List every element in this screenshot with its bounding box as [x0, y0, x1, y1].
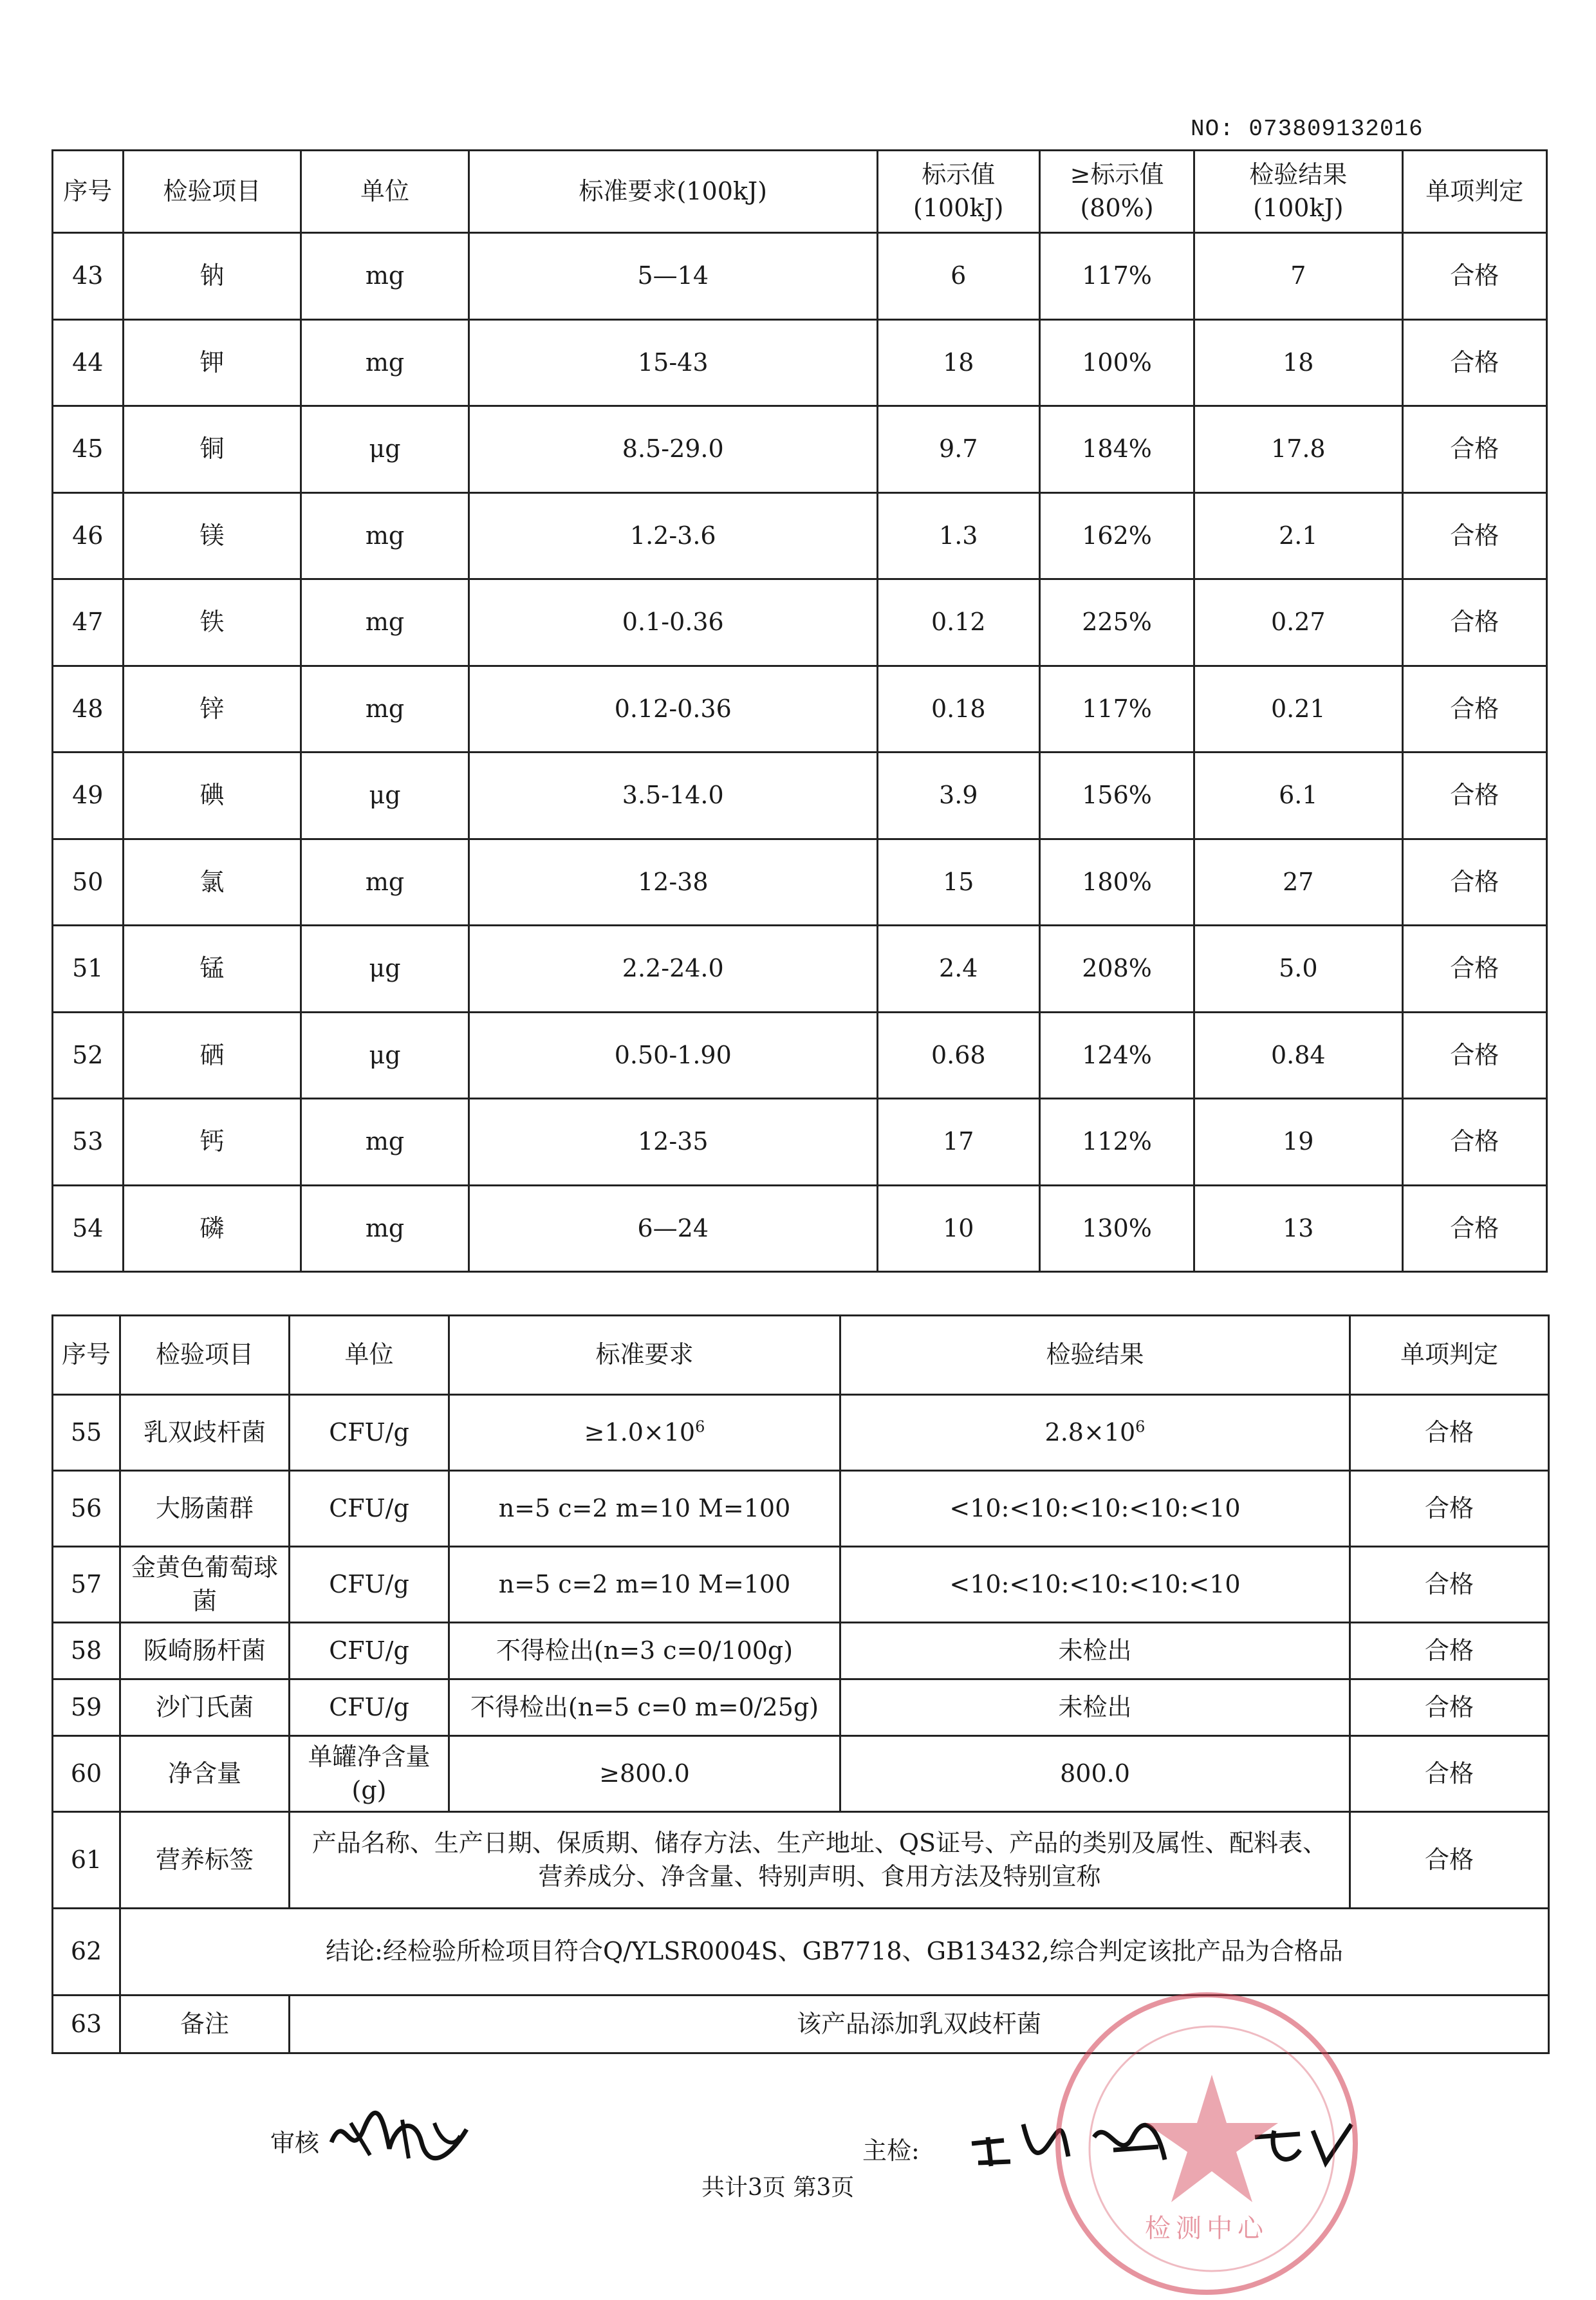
row-seq: 50: [53, 839, 124, 926]
row-judgement: 合格: [1402, 1185, 1546, 1272]
row-standard: ≥800.0: [449, 1736, 840, 1812]
header-result: 检验结果 (100kJ): [1194, 151, 1403, 233]
table-row: [53, 1471, 1549, 1547]
row-seq: 56: [53, 1471, 120, 1547]
row-judgement: 合格: [1350, 1736, 1549, 1812]
row-result: 未检出: [840, 1623, 1350, 1679]
row-unit: μg: [301, 753, 469, 839]
row-percent: 184%: [1040, 406, 1194, 493]
table-row: [53, 926, 1547, 1013]
nutrient-header-row: [53, 151, 1547, 233]
header-item: 检验项目: [123, 151, 301, 233]
table-row: [53, 1736, 1549, 1812]
row-percent: 117%: [1040, 666, 1194, 753]
table-row: [53, 753, 1547, 839]
row-standard: 5—14: [469, 233, 878, 320]
table-row: [53, 1812, 1549, 1909]
row-item: 钾: [123, 319, 301, 406]
remark-label: 备注: [120, 1996, 290, 2053]
row-unit: CFU/g: [290, 1547, 449, 1623]
table-row: [53, 1099, 1547, 1186]
micro-table: [51, 1314, 1550, 2054]
row-unit: mg: [301, 233, 469, 320]
row-standard: n=5 c=2 m=10 M=100: [449, 1471, 840, 1547]
row-result: 5.0: [1194, 926, 1403, 1013]
row-seq: 44: [53, 319, 124, 406]
header-judgement: 单项判定: [1402, 151, 1546, 233]
row-percent: 156%: [1040, 753, 1194, 839]
row-item: 金黄色葡萄球菌: [120, 1547, 290, 1623]
row-unit: mg: [301, 579, 469, 666]
row-label-value: 0.68: [877, 1012, 1040, 1099]
row-unit: μg: [301, 1012, 469, 1099]
header-percent: ≥标示值 (80%): [1040, 151, 1194, 233]
row-seq: 57: [53, 1547, 120, 1623]
row-item: 锰: [123, 926, 301, 1013]
row-seq: 46: [53, 492, 124, 579]
report-number: NO: 073809132016: [1191, 116, 1424, 142]
row-label-value: 3.9: [877, 753, 1040, 839]
inspection-seal: [1055, 1992, 1358, 2295]
row-item: 碘: [123, 753, 301, 839]
row-standard: 15-43: [469, 319, 878, 406]
row-judgement: 合格: [1402, 1099, 1546, 1186]
row-item: 净含量: [120, 1736, 290, 1812]
row-unit: 单罐净含量(g): [290, 1736, 449, 1812]
row-unit: CFU/g: [290, 1395, 449, 1471]
table-row: [53, 1395, 1549, 1471]
row-standard: 不得检出(n=5 c=0 m=0/25g): [449, 1679, 840, 1736]
row-item: 氯: [123, 839, 301, 926]
row-label-value: 10: [877, 1185, 1040, 1272]
row-unit: μg: [301, 406, 469, 493]
table-row: [53, 839, 1547, 926]
header-unit: 单位: [290, 1316, 449, 1395]
row-item: 大肠菌群: [120, 1471, 290, 1547]
row-percent: 112%: [1040, 1099, 1194, 1186]
row-standard: 2.2-24.0: [469, 926, 878, 1013]
remark-text: 该产品添加乳双歧杆菌: [290, 1996, 1549, 2053]
row-percent: 180%: [1040, 839, 1194, 926]
row-percent: 130%: [1040, 1185, 1194, 1272]
star-icon: [1061, 1997, 1363, 2300]
table-row: [53, 579, 1547, 666]
row-standard: 12-35: [469, 1099, 878, 1186]
row-label-value: 18: [877, 319, 1040, 406]
nutrition-label-content: 产品名称、生产日期、保质期、储存方法、生产地址、QS证号、产品的类别及属性、配料表、营养成分、净含量、特别声明、食用方法及特别宣称: [290, 1812, 1350, 1909]
row-label-value: 17: [877, 1099, 1040, 1186]
header-result: 检验结果: [840, 1316, 1350, 1395]
row-seq: 45: [53, 406, 124, 493]
row-judgement: 合格: [1402, 406, 1546, 493]
row-unit: mg: [301, 666, 469, 753]
row-result: 0.21: [1194, 666, 1403, 753]
row-judgement: 合格: [1402, 666, 1546, 753]
row-unit: CFU/g: [290, 1471, 449, 1547]
chief-inspector-label: 主检:: [862, 2136, 920, 2165]
row-percent: 117%: [1040, 233, 1194, 320]
table-row: [53, 233, 1547, 320]
table-row: [53, 1623, 1549, 1679]
row-seq: 51: [53, 926, 124, 1013]
row-seq: 61: [53, 1812, 120, 1909]
table-row: [53, 1012, 1547, 1099]
row-unit: mg: [301, 839, 469, 926]
row-item: 硒: [123, 1012, 301, 1099]
row-seq: 49: [53, 753, 124, 839]
row-percent: 208%: [1040, 926, 1194, 1013]
row-result: 未检出: [840, 1679, 1350, 1736]
row-result: 13: [1194, 1185, 1403, 1272]
table-row: [53, 1547, 1549, 1623]
row-result: 27: [1194, 839, 1403, 926]
row-seq: 62: [53, 1909, 120, 1996]
row-seq: 47: [53, 579, 124, 666]
row-label-value: 6: [877, 233, 1040, 320]
row-percent: 225%: [1040, 579, 1194, 666]
row-item: 锌: [123, 666, 301, 753]
row-result: 7: [1194, 233, 1403, 320]
row-seq: 53: [53, 1099, 124, 1186]
row-result: <10:<10:<10:<10:<10: [840, 1471, 1350, 1547]
row-standard: 0.12-0.36: [469, 666, 878, 753]
table-row: [53, 492, 1547, 579]
row-item: 乳双歧杆菌: [120, 1395, 290, 1471]
row-judgement: 合格: [1350, 1471, 1549, 1547]
row-standard: 12-38: [469, 839, 878, 926]
row-percent: 100%: [1040, 319, 1194, 406]
row-item: 铜: [123, 406, 301, 493]
row-item: 铁: [123, 579, 301, 666]
audit-label: 审核: [270, 2129, 320, 2157]
row-result: 2.1: [1194, 492, 1403, 579]
nutrient-table: [51, 149, 1548, 1273]
header-judgement: 单项判定: [1350, 1316, 1549, 1395]
row-item: 镁: [123, 492, 301, 579]
table-row: [53, 1679, 1549, 1736]
row-label-value: 15: [877, 839, 1040, 926]
header-item: 检验项目: [120, 1316, 290, 1395]
row-seq: 63: [53, 1996, 120, 2053]
auditor-signature: [325, 2104, 473, 2168]
row-percent: 162%: [1040, 492, 1194, 579]
row-seq: 54: [53, 1185, 124, 1272]
table-row: [53, 319, 1547, 406]
row-standard: 6—24: [469, 1185, 878, 1272]
table-row: [53, 1185, 1547, 1272]
row-judgement: 合格: [1402, 1012, 1546, 1099]
row-result: $2.8\times 10^6$: [840, 1395, 1350, 1471]
row-result: 19: [1194, 1099, 1403, 1186]
header-standard: 标准要求(100kJ): [469, 151, 878, 233]
row-standard: 0.1-0.36: [469, 579, 878, 666]
row-seq: 48: [53, 666, 124, 753]
page-info: 共计3页 第3页: [701, 2174, 855, 2201]
row-label-value: 9.7: [877, 406, 1040, 493]
row-judgement: 合格: [1350, 1547, 1549, 1623]
header-label-value: 标示值 (100kJ): [877, 151, 1040, 233]
row-unit: mg: [301, 319, 469, 406]
row-judgement: 合格: [1350, 1623, 1549, 1679]
row-standard: 3.5-14.0: [469, 753, 878, 839]
row-label-value: 1.3: [877, 492, 1040, 579]
row-seq: 43: [53, 233, 124, 320]
row-seq: 55: [53, 1395, 120, 1471]
row-result: 6.1: [1194, 753, 1403, 839]
row-item: 磷: [123, 1185, 301, 1272]
row-result: 0.84: [1194, 1012, 1403, 1099]
row-standard: 1.2-3.6: [469, 492, 878, 579]
row-standard: 不得检出(n=3 c=0/100g): [449, 1623, 840, 1679]
row-item: 营养标签: [120, 1812, 290, 1909]
row-standard: 0.50-1.90: [469, 1012, 878, 1099]
row-judgement: 合格: [1350, 1812, 1549, 1909]
row-seq: 52: [53, 1012, 124, 1099]
row-result: <10:<10:<10:<10:<10: [840, 1547, 1350, 1623]
row-judgement: 合格: [1350, 1679, 1549, 1736]
row-judgement: 合格: [1402, 753, 1546, 839]
row-item: 钙: [123, 1099, 301, 1186]
row-label-value: 0.12: [877, 579, 1040, 666]
row-label-value: 2.4: [877, 926, 1040, 1013]
table-row: [53, 1909, 1549, 1996]
conclusion-text: 结论:经检验所检项目符合Q/YLSR0004S、GB7718、GB13432,综合判定该批产品为合格品: [120, 1909, 1549, 1996]
row-result: 800.0: [840, 1736, 1350, 1812]
row-unit: CFU/g: [290, 1679, 449, 1736]
row-result: 0.27: [1194, 579, 1403, 666]
micro-header-row: [53, 1316, 1549, 1395]
row-percent: 124%: [1040, 1012, 1194, 1099]
row-seq: 60: [53, 1736, 120, 1812]
row-judgement: 合格: [1402, 839, 1546, 926]
row-item: 钠: [123, 233, 301, 320]
row-unit: mg: [301, 492, 469, 579]
header-seq: 序号: [53, 151, 124, 233]
row-unit: mg: [301, 1185, 469, 1272]
row-judgement: 合格: [1402, 926, 1546, 1013]
row-seq: 58: [53, 1623, 120, 1679]
row-seq: 59: [53, 1679, 120, 1736]
row-judgement: 合格: [1402, 233, 1546, 320]
table-row: [53, 666, 1547, 753]
header-unit: 单位: [301, 151, 469, 233]
row-judgement: 合格: [1402, 319, 1546, 406]
header-seq: 序号: [53, 1316, 120, 1395]
row-judgement: 合格: [1350, 1395, 1549, 1471]
seal-text: 检测中心: [1145, 2214, 1268, 2243]
row-standard: n=5 c=2 m=10 M=100: [449, 1547, 840, 1623]
row-result: 18: [1194, 319, 1403, 406]
row-standard: $\ge 1.0\times 10^6$: [449, 1395, 840, 1471]
row-unit: μg: [301, 926, 469, 1013]
row-item: 沙门氏菌: [120, 1679, 290, 1736]
row-result: 17.8: [1194, 406, 1403, 493]
row-judgement: 合格: [1402, 492, 1546, 579]
row-unit: CFU/g: [290, 1623, 449, 1679]
row-label-value: 0.18: [877, 666, 1040, 753]
row-standard: 8.5-29.0: [469, 406, 878, 493]
header-standard: 标准要求: [449, 1316, 840, 1395]
row-item: 阪崎肠杆菌: [120, 1623, 290, 1679]
row-judgement: 合格: [1402, 579, 1546, 666]
table-row: [53, 406, 1547, 493]
row-unit: mg: [301, 1099, 469, 1186]
